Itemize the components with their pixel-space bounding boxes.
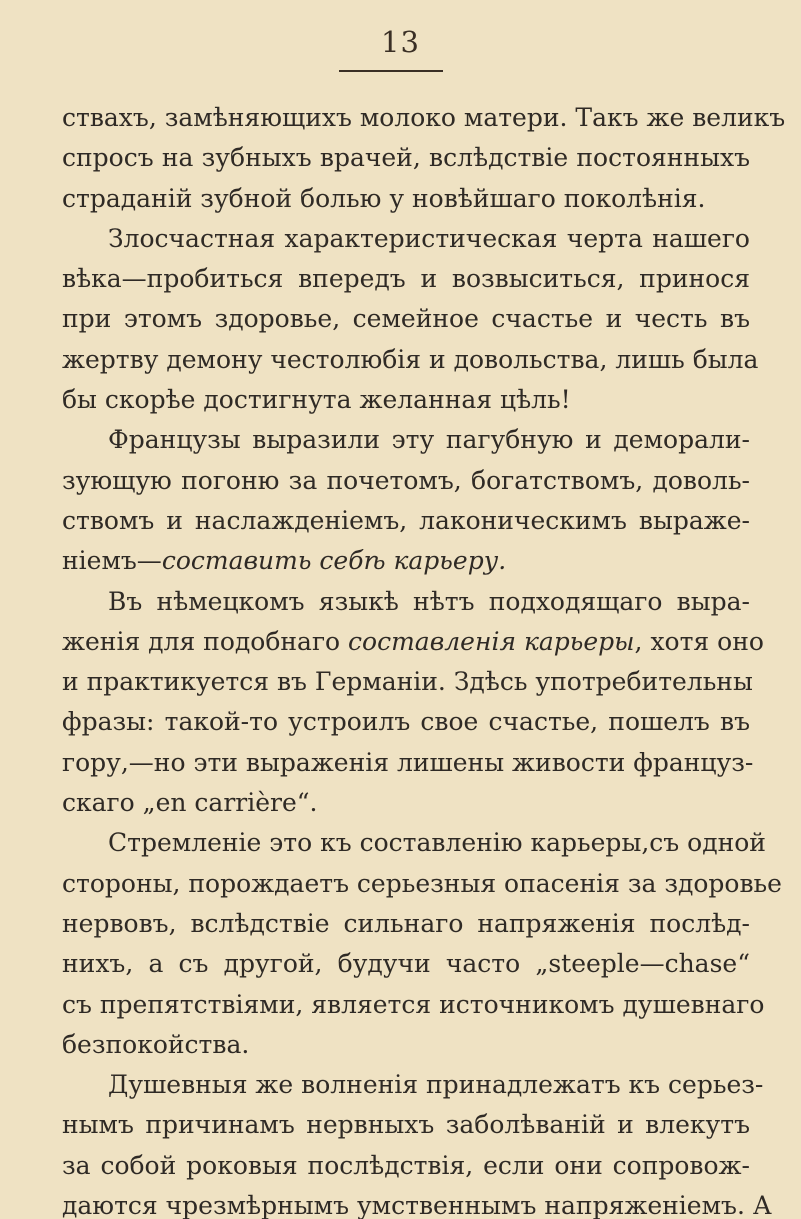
text-segment: безпокойства.	[62, 1029, 250, 1059]
text-segment: зующую погоню за почетомъ, богатствомъ, доволь-	[62, 465, 750, 495]
text-segment: гору,—но эти выраженія лишены живости француз-	[62, 747, 754, 777]
text-segment: за собой роковыя послѣдствія, если они сопровож-	[62, 1150, 750, 1180]
page-number: 13	[381, 25, 420, 59]
text-line	[62, 98, 786, 138]
text-line	[62, 904, 750, 944]
text-segment: бы скорѣе достигнута желанная цѣль!	[62, 385, 571, 415]
paragraph-first-line	[62, 823, 766, 863]
italic-phrase: составленія карьеры	[348, 626, 635, 656]
text-line	[62, 461, 750, 501]
text-segment: вѣка—пробиться впередъ и возвыситься, принося	[62, 264, 750, 294]
text-line	[62, 1105, 750, 1145]
text-segment: Въ нѣмецкомъ языкѣ нѣтъ подходящаго выра-	[108, 586, 750, 616]
text-line	[62, 299, 750, 339]
text-segment: нихъ, а съ другой, будучи часто „steeple—chase“	[62, 949, 750, 979]
text-segment: Злосчастная характеристическая черта нашего	[108, 223, 750, 253]
header-rule	[339, 70, 443, 72]
text-segment: страданій зубной болью у новѣйшаго поколѣнія.	[62, 183, 706, 213]
text-line	[62, 743, 754, 783]
text-segment: спросъ на зубныхъ врачей, вслѣдствіе постоянныхъ	[62, 143, 750, 173]
text-segment: и практикуется въ Германіи. Здѣсь употребительны	[62, 667, 753, 697]
text-segment: ствахъ, замѣняющихъ молоко матери. Такъ же великъ	[62, 103, 786, 132]
text-segment: Французы выразили эту пагубную и деморали-	[108, 425, 750, 455]
text-line	[62, 1025, 750, 1065]
text-segment: съ препятствіями, является источникомъ душевнаго	[62, 989, 765, 1019]
text-segment: фразы: такой-то устроилъ свое счастье, пошелъ въ	[62, 707, 750, 737]
text-line	[62, 783, 750, 823]
paragraph-first-line	[62, 420, 750, 460]
paragraph-first-line	[62, 219, 750, 259]
text-segment: стороны, порождаетъ серьезныя опасенія за здоровье	[62, 868, 782, 898]
text-line	[62, 1146, 750, 1186]
text-line	[62, 501, 750, 541]
page-header	[0, 25, 801, 59]
text-line	[62, 380, 750, 420]
paragraph-first-line	[62, 582, 750, 622]
text-segment: при этомъ здоровье, семейное счастье и честь въ	[62, 304, 750, 334]
text-segment: ніемъ—	[62, 546, 162, 576]
text-line	[62, 138, 750, 178]
italic-phrase: составить себѣ карьеру.	[161, 546, 507, 576]
text-line	[62, 944, 750, 984]
text-line	[62, 622, 764, 662]
body-text	[62, 98, 786, 1219]
text-line	[62, 179, 750, 219]
text-segment: женія для подобнаго	[62, 626, 349, 656]
text-segment: Стремленіе это къ составленію карьеры,съ одной	[108, 828, 766, 858]
text-line	[62, 662, 753, 702]
text-segment: даются чрезмѣрнымъ умственнымъ напряженіемъ. А	[62, 1191, 772, 1219]
text-line	[62, 702, 750, 742]
text-line	[62, 985, 765, 1025]
text-segment: , хотя оно	[634, 626, 764, 656]
text-segment: нымъ причинамъ нервныхъ заболѣваній и влекутъ	[62, 1110, 750, 1140]
text-segment: жертву демону честолюбія и довольства, лишь была	[62, 344, 759, 374]
text-segment: нервовъ, вслѣдствіе сильнаго напряженія послѣд-	[62, 908, 750, 938]
text-segment: ствомъ и наслажденіемъ, лаконическимъ выраже-	[62, 505, 750, 535]
text-line	[62, 259, 750, 299]
text-segment: Душевныя же волненія принадлежатъ къ серьез-	[108, 1070, 764, 1100]
text-line	[62, 340, 759, 380]
text-line	[62, 541, 750, 581]
text-line	[62, 864, 782, 904]
paragraph-first-line	[62, 1065, 764, 1105]
text-line	[62, 1186, 772, 1219]
text-segment: скаго „en carrière“.	[62, 788, 318, 818]
